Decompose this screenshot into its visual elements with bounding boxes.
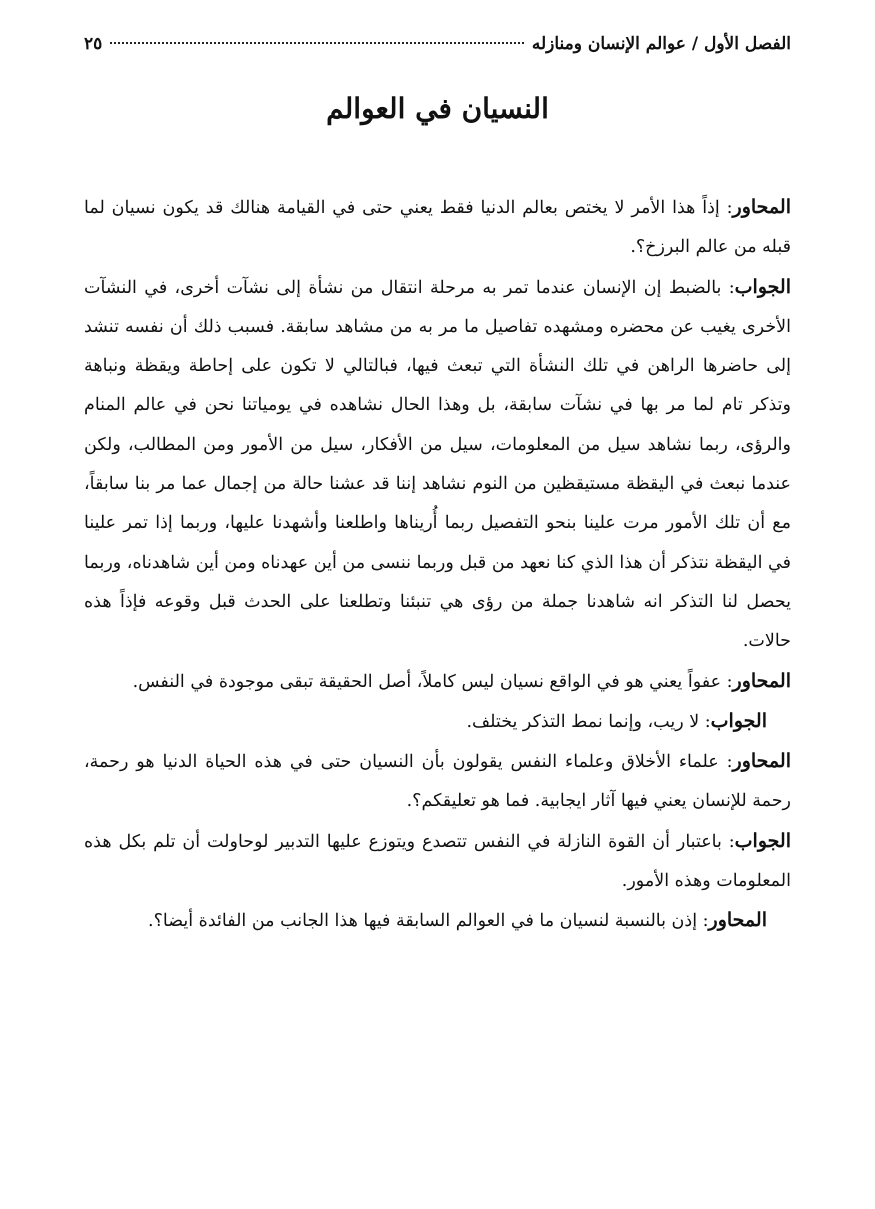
paragraph-text: : عفواً يعني هو في الواقع نسيان ليس كاملاً، أصل الحقيقة تبقى موجودة في النفس. xyxy=(132,671,733,692)
page-number: ٢٥ xyxy=(84,34,103,54)
leader-dots xyxy=(110,42,524,44)
paragraph-text: : إذاً هذا الأمر لا يختص بعالم الدنيا فقط يعني حتى في القيامة هنالك قد يكون نسيان لما قبله من عالم البرزخ؟. xyxy=(84,198,791,258)
running-header xyxy=(84,34,791,64)
speaker-label: الجواب xyxy=(710,709,767,732)
paragraph xyxy=(84,742,791,822)
chapter-title: الفصل الأول / عوالم الإنسان ومنازله xyxy=(531,34,791,54)
paragraph xyxy=(84,662,791,702)
paragraph xyxy=(84,901,791,941)
page-title: النسيان في العوالم xyxy=(326,92,549,125)
speaker-label: المحاور xyxy=(732,750,791,773)
paragraph xyxy=(84,702,791,742)
speaker-label: الجواب xyxy=(734,275,791,298)
speaker-label: المحاور xyxy=(732,669,791,692)
paragraph-text: : علماء الأخلاق وعلماء النفس يقولون بأن النسيان حتى في هذه الحياة الدنيا هو رحمة، رحمة للإنسان يعني فيها آثار ايجابية. فما هو تعليقكم؟. xyxy=(84,752,791,812)
speaker-label: المحاور xyxy=(732,196,791,218)
speaker-label: المحاور xyxy=(708,909,767,932)
dialogue-body xyxy=(84,188,791,942)
paragraph-text: : لا ريب، وإنما نمط التذكر يختلف. xyxy=(466,711,711,732)
paragraph-text: : إذن بالنسبة لنسيان ما في العوالم السابقة فيها هذا الجانب من الفائدة أيضا؟. xyxy=(148,911,709,932)
paragraph xyxy=(84,822,791,902)
speaker-label: الجواب xyxy=(734,829,791,852)
paragraph xyxy=(84,188,791,268)
paragraph-text: : بالضبط إن الإنسان عندما تمر به مرحلة انتقال من نشأة إلى نشآت أخرى، في النشآت الأخرى يغيب عن محضره ومشهده تفاصيل ما مر به من مشاهد سابقة. فسبب ذلك أن نفسه تنشد إلى حاضرها الراهن في تلك النشأة التي تبعث فيها، فبالتالي لا تكون على إحاطة ويقظة ونباهة وتذكر تام لما مر بها في نشآت سابقة، بل وهذا الحال نشاهده في يومياتنا نحن في عالم المنام والرؤى، ربما نشاهد سيل من المعلومات، سيل من الأفكار، سيل من الأمور ومن المطالب، ولكن عندما نبعث في اليقظة مستيقظين من النوم نشاهد إننا قد عشنا حالة من إجمال عما مر بنا سابقاً، مع أن تلك الأمور مرت علينا بنحو التفصيل ربما أُريناها واطلعنا وأشهدنا عليها، وربما إذا تمر علينا في اليقظة نتذكر أن هذا الذي كنا نعهد من قبل وربما ننسى من أين عهدناه ومن أين شاهدناه، وربما يحصل لنا التذكر انه شاهدنا جملة من رؤى هي تنبئنا وتطلعنا على الحدث قبل وقوعه فإذاً هذه حالات. xyxy=(84,277,791,652)
paragraph-text: : باعتبار أن القوة النازلة في النفس تتصدع ويتوزع عليها التدبير لوحاولت أن تلم بكل هذه المعلومات وهذه الأمور. xyxy=(84,831,791,892)
paragraph xyxy=(84,268,791,662)
